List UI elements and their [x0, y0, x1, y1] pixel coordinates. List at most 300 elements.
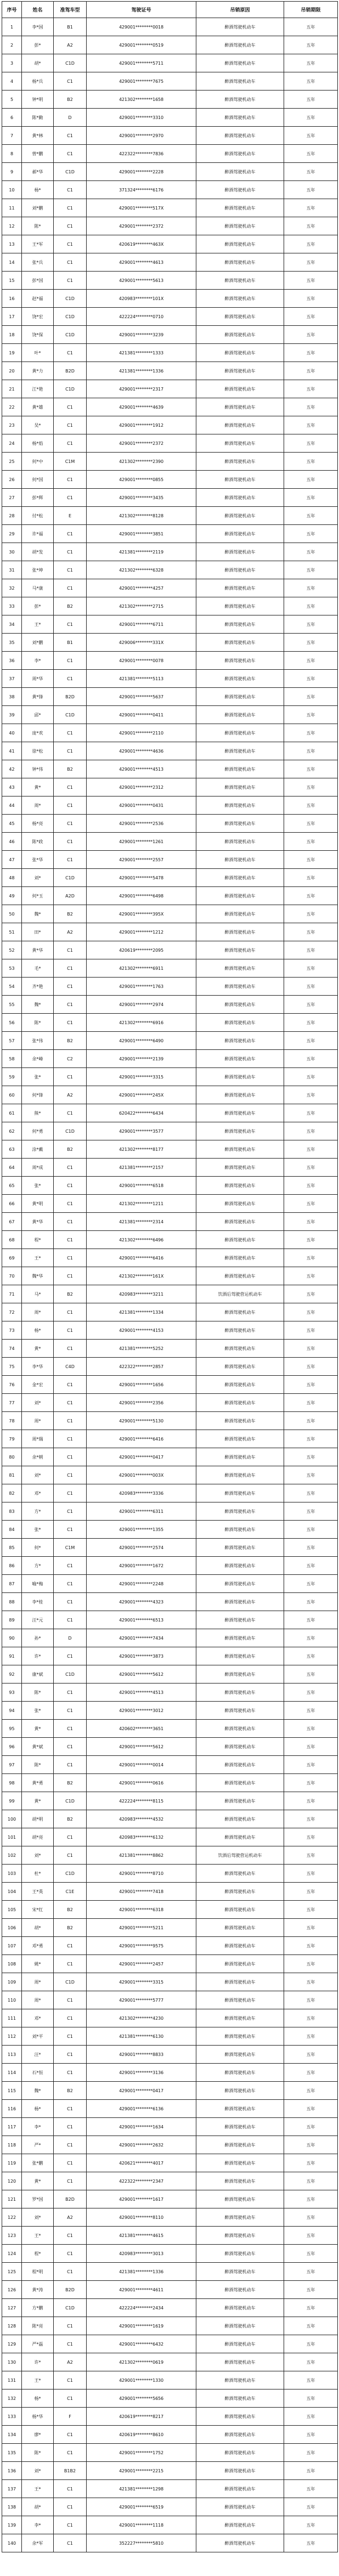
table-row	[2, 1285, 338, 1303]
license-number: 421302********6911	[87, 959, 196, 978]
row-index: 45	[2, 815, 22, 833]
license-number: 429001********1672	[87, 1557, 196, 1575]
row-index: 56	[2, 1014, 22, 1032]
driver-name: 姚*	[22, 1955, 54, 1973]
driver-name: 李*华	[22, 1358, 54, 1376]
vehicle-class: A2D	[54, 887, 87, 905]
revocation-period: 五年	[284, 2118, 338, 2136]
revocation-reason: 醉酒驾驶机动车	[196, 1955, 284, 1973]
row-index: 117	[2, 2118, 22, 2136]
revocation-period: 五年	[284, 489, 338, 507]
revocation-period: 五年	[284, 1104, 338, 1122]
revocation-reason: 醉酒驾驶机动车	[196, 1901, 284, 1919]
driver-name: 杨*	[22, 2389, 54, 2408]
driver-name: 陈*	[22, 2444, 54, 2462]
driver-name: 陈*	[22, 1014, 54, 1032]
driver-name: 罗*国	[22, 2190, 54, 2208]
revocation-period: 五年	[284, 1050, 338, 1068]
license-number: 420983********3336	[87, 1484, 196, 1502]
revocation-reason: 醉酒驾驶机动车	[196, 290, 284, 308]
table-row	[2, 91, 338, 109]
revocation-reason: 醉酒驾驶机动车	[196, 2299, 284, 2317]
table-row	[2, 796, 338, 815]
license-number: 421381********2314	[87, 1213, 196, 1231]
revocation-period: 五年	[284, 652, 338, 670]
driver-name: 马*康	[22, 579, 54, 597]
row-index: 41	[2, 742, 22, 760]
revocation-period: 五年	[284, 2064, 338, 2082]
revocation-reason: 醉酒驾驶机动车	[196, 887, 284, 905]
row-index: 51	[2, 923, 22, 941]
vehicle-class: B1	[54, 18, 87, 36]
row-index: 80	[2, 1448, 22, 1466]
revocation-period: 五年	[284, 1792, 338, 1810]
row-index: 127	[2, 2299, 22, 2317]
license-number: 429001********5612	[87, 1738, 196, 1756]
revocation-reason: 醉酒驾驶机动车	[196, 1647, 284, 1665]
revocation-period: 五年	[284, 833, 338, 851]
revocation-period: 五年	[284, 615, 338, 634]
table-row	[2, 18, 338, 36]
revocation-reason: 醉酒驾驶机动车	[196, 1267, 284, 1285]
revocation-period: 五年	[284, 978, 338, 996]
revocation-period: 五年	[284, 2444, 338, 2462]
revocation-period: 五年	[284, 851, 338, 869]
revocation-period: 五年	[284, 1303, 338, 1321]
license-number: 429001********4611	[87, 2281, 196, 2299]
table-row	[2, 887, 338, 905]
driver-name: 陈*政	[22, 833, 54, 851]
driver-name: 叶*	[22, 344, 54, 362]
revocation-reason: 醉酒驾驶机动车	[196, 1140, 284, 1159]
vehicle-class: C1	[54, 1937, 87, 1955]
revocation-period: 五年	[284, 1358, 338, 1376]
revocation-reason: 醉酒驾驶机动车	[196, 959, 284, 978]
driver-name: 魏*	[22, 996, 54, 1014]
revocation-period: 五年	[284, 2046, 338, 2064]
revocation-period: 五年	[284, 1575, 338, 1593]
revocation-reason: 醉酒驾驶机动车	[196, 1394, 284, 1412]
row-index: 25	[2, 453, 22, 471]
row-index: 29	[2, 525, 22, 543]
vehicle-class: C1	[54, 2154, 87, 2172]
license-number: 429001********5613	[87, 272, 196, 290]
driver-name: 严*	[22, 2136, 54, 2154]
revocation-period: 五年	[284, 398, 338, 416]
revocation-period: 五年	[284, 1267, 338, 1285]
driver-name: 陈*	[22, 217, 54, 235]
driver-name: 李*国	[22, 18, 54, 36]
row-index: 31	[2, 561, 22, 579]
table-row	[2, 2516, 338, 2534]
vehicle-class: A2	[54, 1086, 87, 1104]
driver-name: 程*明	[22, 2263, 54, 2281]
revocation-period: 五年	[284, 290, 338, 308]
driver-name: 彭*	[22, 36, 54, 54]
driver-name: 周*	[22, 1973, 54, 1991]
driver-name: 杨*华	[22, 2408, 54, 2426]
table-row	[2, 1629, 338, 1647]
revocation-period: 五年	[284, 1177, 338, 1195]
license-number: 421302********1658	[87, 91, 196, 109]
row-index: 59	[2, 1068, 22, 1086]
license-number: 429001********5478	[87, 869, 196, 887]
vehicle-class: C1D	[54, 1973, 87, 1991]
revocation-reason: 醉酒驾驶机动车	[196, 2172, 284, 2190]
license-number: 429001********0411	[87, 706, 196, 724]
license-number: 429001********4513	[87, 1684, 196, 1702]
license-number: 420983********4532	[87, 1810, 196, 1828]
table-row	[2, 181, 338, 199]
license-number: 429001********2110	[87, 724, 196, 742]
table-row	[2, 941, 338, 959]
revocation-reason: 醉酒驾驶机动车	[196, 1014, 284, 1032]
driver-name: 许*	[22, 1647, 54, 1665]
revocation-reason: 醉酒驾驶机动车	[196, 416, 284, 434]
revocation-reason: 醉酒驾驶机动车	[196, 2136, 284, 2154]
revocation-reason: 醉酒驾驶机动车	[196, 1684, 284, 1702]
license-number: 429001********4257	[87, 579, 196, 597]
revocation-reason: 醉酒驾驶机动车	[196, 2100, 284, 2118]
revocation-reason: 醉酒驾驶机动车	[196, 1104, 284, 1122]
row-index: 103	[2, 1865, 22, 1883]
driver-name: 宋*红	[22, 1901, 54, 1919]
row-index: 4	[2, 72, 22, 91]
driver-name: 张*坤	[22, 561, 54, 579]
row-index: 140	[2, 2534, 22, 2552]
revocation-reason: 醉酒驾驶机动车	[196, 2027, 284, 2046]
vehicle-class: B2	[54, 597, 87, 615]
revocation-reason: 醉酒驾驶机动车	[196, 941, 284, 959]
license-number: 421381********6130	[87, 2027, 196, 2046]
license-number: 421381********1333	[87, 344, 196, 362]
driver-name: 黄*	[22, 1720, 54, 1738]
table-row	[2, 1068, 338, 1086]
revocation-reason: 醉酒驾驶机动车	[196, 434, 284, 453]
revocation-reason: 醉酒驾驶机动车	[196, 1430, 284, 1448]
license-number: 421381********4615	[87, 2227, 196, 2245]
table-row	[2, 1575, 338, 1593]
driver-name: 张*	[22, 1177, 54, 1195]
revocation-reason: 醉酒驾驶机动车	[196, 2516, 284, 2534]
vehicle-class: C1	[54, 2009, 87, 2027]
revocation-period: 五年	[284, 127, 338, 145]
row-index: 84	[2, 1521, 22, 1539]
revocation-period: 五年	[284, 778, 338, 796]
table-row	[2, 1991, 338, 2009]
driver-name: 何*锋	[22, 1086, 54, 1104]
revocation-reason: 醉酒驾驶机动车	[196, 362, 284, 380]
driver-name: 黄*华	[22, 941, 54, 959]
license-number: 429001********1656	[87, 1376, 196, 1394]
license-number: 429001********2970	[87, 127, 196, 145]
driver-name: 黄*雄	[22, 398, 54, 416]
revocation-period: 五年	[284, 109, 338, 127]
col-header-license-number: 驾驶证号	[87, 2, 196, 18]
revocation-reason: 醉酒驾驶机动车	[196, 1557, 284, 1575]
revocation-period: 五年	[284, 2534, 338, 2552]
revocation-period: 五年	[284, 543, 338, 561]
table-body	[2, 18, 338, 2552]
vehicle-class: C1	[54, 579, 87, 597]
driver-name: 郝*华	[22, 163, 54, 181]
driver-name: 方*	[22, 1557, 54, 1575]
vehicle-class: C1D	[54, 380, 87, 398]
vehicle-class: C1	[54, 1684, 87, 1702]
license-number: 429001********1355	[87, 1521, 196, 1539]
revocation-period: 五年	[284, 2516, 338, 2534]
row-index: 69	[2, 1249, 22, 1267]
driver-name: 黄*明	[22, 1195, 54, 1213]
vehicle-class: C1	[54, 1557, 87, 1575]
revocation-period: 五年	[284, 1032, 338, 1050]
row-index: 100	[2, 1810, 22, 1828]
revocation-reason: 醉酒驾驶机动车	[196, 1593, 284, 1611]
row-index: 65	[2, 1177, 22, 1195]
license-number: 422322********2857	[87, 1358, 196, 1376]
license-number: 421302********1211	[87, 1195, 196, 1213]
revocation-reason: 醉酒驾驶机动车	[196, 1321, 284, 1340]
vehicle-class: C2	[54, 1050, 87, 1068]
license-number: 421381********2157	[87, 1159, 196, 1177]
revocation-period: 五年	[284, 688, 338, 706]
revocation-reason: 醉酒驾驶机动车	[196, 1412, 284, 1430]
row-index: 79	[2, 1430, 22, 1448]
revocation-period: 五年	[284, 326, 338, 344]
vehicle-class: C1	[54, 978, 87, 996]
revocation-reason: 醉酒驾驶机动车	[196, 2263, 284, 2281]
driver-name: 杨*	[22, 181, 54, 199]
revocation-reason: 醉酒驾驶机动车	[196, 670, 284, 688]
table-row	[2, 1412, 338, 1430]
revocation-reason: 醉酒驾驶机动车	[196, 833, 284, 851]
driver-name: 杜*	[22, 1865, 54, 1883]
revocation-period: 五年	[284, 1810, 338, 1828]
license-number: 429001********1763	[87, 978, 196, 996]
row-index: 86	[2, 1557, 22, 1575]
driver-name: 何*	[22, 1539, 54, 1557]
revocation-reason: 醉酒驾驶机动车	[196, 1973, 284, 1991]
revocation-period: 五年	[284, 815, 338, 833]
vehicle-class: C1	[54, 1430, 87, 1448]
table-row	[2, 1521, 338, 1539]
vehicle-class: C1D	[54, 308, 87, 326]
table-row	[2, 778, 338, 796]
driver-name: 黄*	[22, 778, 54, 796]
revocation-reason: 醉酒驾驶机动车	[196, 1177, 284, 1195]
revocation-period: 五年	[284, 2172, 338, 2190]
driver-name: 胡*	[22, 2498, 54, 2516]
license-number: 421302********4230	[87, 2009, 196, 2027]
revocation-reason: 醉酒驾驶机动车	[196, 2534, 284, 2552]
revocation-reason: 醉酒驾驶机动车	[196, 398, 284, 416]
revocation-reason: 醉酒驾驶机动车	[196, 869, 284, 887]
table-row	[2, 1810, 338, 1828]
vehicle-class: C1	[54, 127, 87, 145]
driver-name: 陈*	[22, 1756, 54, 1774]
table-row	[2, 978, 338, 996]
revocation-reason: 醉酒驾驶机动车	[196, 2227, 284, 2245]
vehicle-class: C1	[54, 742, 87, 760]
table-row	[2, 1774, 338, 1792]
col-header-revocation-reason: 吊销原因	[196, 2, 284, 18]
table-row	[2, 1050, 338, 1068]
table-row	[2, 1557, 338, 1575]
vehicle-class: C1	[54, 615, 87, 634]
license-number: 429001********2248	[87, 1575, 196, 1593]
driver-name: 周*	[22, 1412, 54, 1430]
vehicle-class: B2D	[54, 362, 87, 380]
license-number: 429001********4513	[87, 760, 196, 778]
revocation-reason: 饮酒后驾驶营运机动车	[196, 1285, 284, 1303]
revocation-period: 五年	[284, 1865, 338, 1883]
driver-name: 汪*元	[22, 1611, 54, 1629]
revocation-period: 五年	[284, 1086, 338, 1104]
table-row	[2, 2299, 338, 2317]
driver-name: 严*磊	[22, 2335, 54, 2353]
license-number: 429001********8110	[87, 2208, 196, 2227]
driver-name: 黄*锋	[22, 688, 54, 706]
row-index: 36	[2, 652, 22, 670]
table-row	[2, 1267, 338, 1285]
table-row	[2, 2263, 338, 2281]
driver-name: 陈*勤	[22, 109, 54, 127]
license-number: 429001********1330	[87, 2371, 196, 2389]
license-number: 421381********1298	[87, 2480, 196, 2498]
license-number: 429001********3239	[87, 326, 196, 344]
vehicle-class: C1	[54, 1846, 87, 1865]
revocation-period: 五年	[284, 1720, 338, 1738]
revocation-period: 五年	[284, 2353, 338, 2371]
revocation-reason: 醉酒驾驶机动车	[196, 1213, 284, 1231]
row-index: 16	[2, 290, 22, 308]
license-number: 429001********5711	[87, 54, 196, 72]
revocation-period: 五年	[284, 380, 338, 398]
row-index: 107	[2, 1937, 22, 1955]
revocation-period: 五年	[284, 561, 338, 579]
revocation-period: 五年	[284, 2136, 338, 2154]
revocation-reason: 醉酒驾驶机动车	[196, 380, 284, 398]
driver-name: 刘*	[22, 1394, 54, 1412]
revocation-reason: 醉酒驾驶机动车	[196, 1376, 284, 1394]
revocation-period: 五年	[284, 471, 338, 489]
vehicle-class: B2	[54, 905, 87, 923]
revocation-period: 五年	[284, 1883, 338, 1901]
revocation-reason: 醉酒驾驶机动车	[196, 996, 284, 1014]
driver-name: 石*恒	[22, 2064, 54, 2082]
col-header-vehicle-class: 准驾车型	[54, 2, 87, 18]
revocation-period: 五年	[284, 760, 338, 778]
license-number: 420621********4017	[87, 2154, 196, 2172]
vehicle-class: C1	[54, 199, 87, 217]
revocation-reason: 醉酒驾驶机动车	[196, 742, 284, 760]
driver-name: 刘*	[22, 1466, 54, 1484]
vehicle-class: C1	[54, 416, 87, 434]
license-number: 429001********4323	[87, 1593, 196, 1611]
table-row	[2, 1539, 338, 1557]
table-row	[2, 1665, 338, 1684]
license-number: 429001********3435	[87, 489, 196, 507]
table-row	[2, 543, 338, 561]
row-index: 139	[2, 2516, 22, 2534]
row-index: 66	[2, 1195, 22, 1213]
driver-name: 喻*梅	[22, 1575, 54, 1593]
row-index: 3	[2, 54, 22, 72]
revocation-reason: 醉酒驾驶机动车	[196, 1792, 284, 1810]
revocation-reason: 醉酒驾驶机动车	[196, 1484, 284, 1502]
table-row	[2, 597, 338, 615]
row-index: 27	[2, 489, 22, 507]
license-number: 420983********3013	[87, 2245, 196, 2263]
revocation-period: 五年	[284, 235, 338, 253]
revocation-reason: 醉酒驾驶机动车	[196, 2353, 284, 2371]
revocation-period: 五年	[284, 253, 338, 272]
table-row	[2, 1213, 338, 1231]
vehicle-class: C1	[54, 1014, 87, 1032]
revocation-reason: 醉酒驾驶机动车	[196, 634, 284, 652]
table-row	[2, 489, 338, 507]
vehicle-class: C1	[54, 344, 87, 362]
revocation-period: 五年	[284, 434, 338, 453]
table-row	[2, 1883, 338, 1901]
revocation-period: 五年	[284, 1195, 338, 1213]
license-number: 429001********5612	[87, 1665, 196, 1684]
vehicle-class: C1	[54, 778, 87, 796]
revocation-reason: 醉酒驾驶机动车	[196, 1774, 284, 1792]
vehicle-class: D	[54, 1629, 87, 1647]
revocation-period: 五年	[284, 923, 338, 941]
revocation-reason: 醉酒驾驶机动车	[196, 1665, 284, 1684]
row-index: 9	[2, 163, 22, 181]
row-index: 60	[2, 1086, 22, 1104]
driver-name: 钟*伟	[22, 760, 54, 778]
driver-name: 胡*明	[22, 1810, 54, 1828]
vehicle-class: C1	[54, 2426, 87, 2444]
vehicle-class: C1	[54, 941, 87, 959]
col-header-revocation-period: 吊销期限	[284, 2, 338, 18]
vehicle-class: C1	[54, 2516, 87, 2534]
row-index: 37	[2, 670, 22, 688]
table-row	[2, 2371, 338, 2389]
vehicle-class: C1	[54, 1484, 87, 1502]
vehicle-class: C1	[54, 2444, 87, 2462]
row-index: 111	[2, 2009, 22, 2027]
license-number: 429001********517X	[87, 199, 196, 217]
revocation-period: 五年	[284, 1122, 338, 1140]
revocation-period: 五年	[284, 2027, 338, 2046]
driver-name: 田*	[22, 923, 54, 941]
license-number: 429001********0431	[87, 796, 196, 815]
table-row	[2, 1828, 338, 1846]
license-number: 429001********0417	[87, 2082, 196, 2100]
revocation-period: 五年	[284, 507, 338, 525]
table-row	[2, 1846, 338, 1865]
revocation-period: 五年	[284, 706, 338, 724]
row-index: 135	[2, 2444, 22, 2462]
row-index: 54	[2, 978, 22, 996]
row-index: 71	[2, 1285, 22, 1303]
license-number: 421302********0619	[87, 2353, 196, 2371]
license-number: 429001********6416	[87, 1249, 196, 1267]
license-number: 429001********5211	[87, 1919, 196, 1937]
driver-name: 张*华	[22, 851, 54, 869]
license-number: 429001********3851	[87, 525, 196, 543]
vehicle-class: C1D	[54, 706, 87, 724]
vehicle-class: C1	[54, 1448, 87, 1466]
revocation-period: 五年	[284, 2190, 338, 2208]
table-row	[2, 1358, 338, 1376]
vehicle-class: B2	[54, 1285, 87, 1303]
